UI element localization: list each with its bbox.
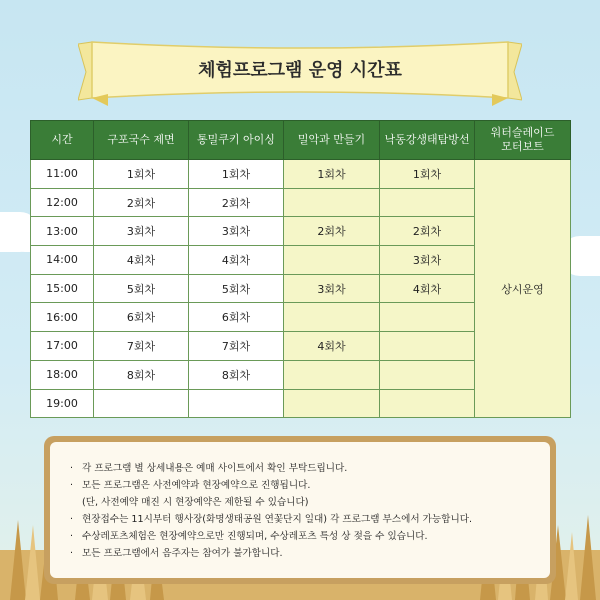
cookie-cell: 3회차	[189, 217, 284, 246]
notice-item	[70, 494, 538, 511]
noodle-cell: 5회차	[94, 274, 189, 303]
notice-item	[70, 511, 538, 528]
bullet: ·	[70, 548, 74, 559]
yakgwa-cell	[284, 188, 380, 217]
eco-boat-cell	[380, 360, 475, 389]
eco-boat-cell: 2회차	[380, 217, 475, 246]
eco-boat-cell: 4회차	[380, 274, 475, 303]
cookie-cell: 8회차	[189, 360, 284, 389]
notice-item	[70, 460, 538, 477]
cookie-cell	[189, 389, 284, 418]
table-row	[31, 160, 571, 189]
bullet: ·	[70, 480, 74, 491]
noodle-cell: 3회차	[94, 217, 189, 246]
notice-item	[70, 545, 538, 562]
cookie-cell: 4회차	[189, 246, 284, 275]
eco-boat-cell: 1회차	[380, 160, 475, 189]
time-cell: 12:00	[31, 188, 94, 217]
notice-item	[70, 528, 538, 545]
cookie-cell: 5회차	[189, 274, 284, 303]
time-cell: 17:00	[31, 332, 94, 361]
noodle-cell: 2회차	[94, 188, 189, 217]
header-noodle: 구포국수 제면	[94, 121, 189, 160]
notice-box	[44, 436, 556, 584]
noodle-cell	[94, 389, 189, 418]
cookie-cell: 7회차	[189, 332, 284, 361]
time-cell: 11:00	[31, 160, 94, 189]
yakgwa-cell: 1회차	[284, 160, 380, 189]
eco-boat-cell	[380, 332, 475, 361]
time-cell: 15:00	[31, 274, 94, 303]
notice-text: 모든 프로그램에서 음주자는 참여가 불가합니다.	[82, 548, 283, 559]
yakgwa-cell: 2회차	[284, 217, 380, 246]
noodle-cell: 1회차	[94, 160, 189, 189]
eco-boat-cell	[380, 188, 475, 217]
header-cookie: 통밀쿠키 아이싱	[189, 121, 284, 160]
header-water-sled-label: 워터슬레이드 모터보트	[490, 126, 555, 153]
title-banner	[78, 40, 522, 106]
always-open-cell: 상시운영	[475, 160, 571, 418]
time-cell: 13:00	[31, 217, 94, 246]
bullet: ·	[70, 531, 74, 542]
cookie-cell: 1회차	[189, 160, 284, 189]
notice-content	[50, 442, 550, 578]
time-cell: 14:00	[31, 246, 94, 275]
bullet: ·	[70, 514, 74, 525]
eco-boat-cell	[380, 303, 475, 332]
time-cell: 18:00	[31, 360, 94, 389]
table-header-row	[31, 121, 571, 160]
notice-item	[70, 477, 538, 494]
header-water-sled	[475, 121, 571, 160]
notice-text: 모든 프로그램은 사전예약과 현장예약으로 진행됩니다.	[82, 480, 311, 491]
header-yakgwa: 밀악과 만들기	[284, 121, 380, 160]
noodle-cell: 7회차	[94, 332, 189, 361]
eco-boat-cell: 3회차	[380, 246, 475, 275]
notice-text: (단, 사전예약 매진 시 현장예약은 제한될 수 있습니다)	[82, 497, 309, 508]
header-time: 시간	[31, 121, 94, 160]
time-cell: 16:00	[31, 303, 94, 332]
yakgwa-cell	[284, 303, 380, 332]
cookie-cell: 2회차	[189, 188, 284, 217]
bullet: ·	[70, 463, 74, 474]
noodle-cell: 4회차	[94, 246, 189, 275]
notice-text: 현장접수는 11시부터 행사장(화명생태공원 연꽃단지 일대) 각 프로그램 부스에서 가능합니다.	[82, 514, 473, 525]
page-title: 체험프로그램 운영 시간표	[198, 60, 402, 81]
notice-text: 각 프로그램 별 상세내용은 예매 사이트에서 확인 부탁드립니다.	[82, 463, 348, 474]
noodle-cell: 6회차	[94, 303, 189, 332]
schedule-table	[30, 120, 571, 418]
notice-text: 수상레포츠체험은 현장예약으로만 진행되며, 수상레포츠 특성 상 젖을 수 있습니다.	[82, 531, 428, 542]
yakgwa-cell	[284, 389, 380, 418]
header-eco-boat: 낙동강생태탐방선	[380, 121, 475, 160]
noodle-cell: 8회차	[94, 360, 189, 389]
yakgwa-cell: 4회차	[284, 332, 380, 361]
time-cell: 19:00	[31, 389, 94, 418]
cookie-cell: 6회차	[189, 303, 284, 332]
yakgwa-cell	[284, 246, 380, 275]
yakgwa-cell: 3회차	[284, 274, 380, 303]
yakgwa-cell	[284, 360, 380, 389]
eco-boat-cell	[380, 389, 475, 418]
